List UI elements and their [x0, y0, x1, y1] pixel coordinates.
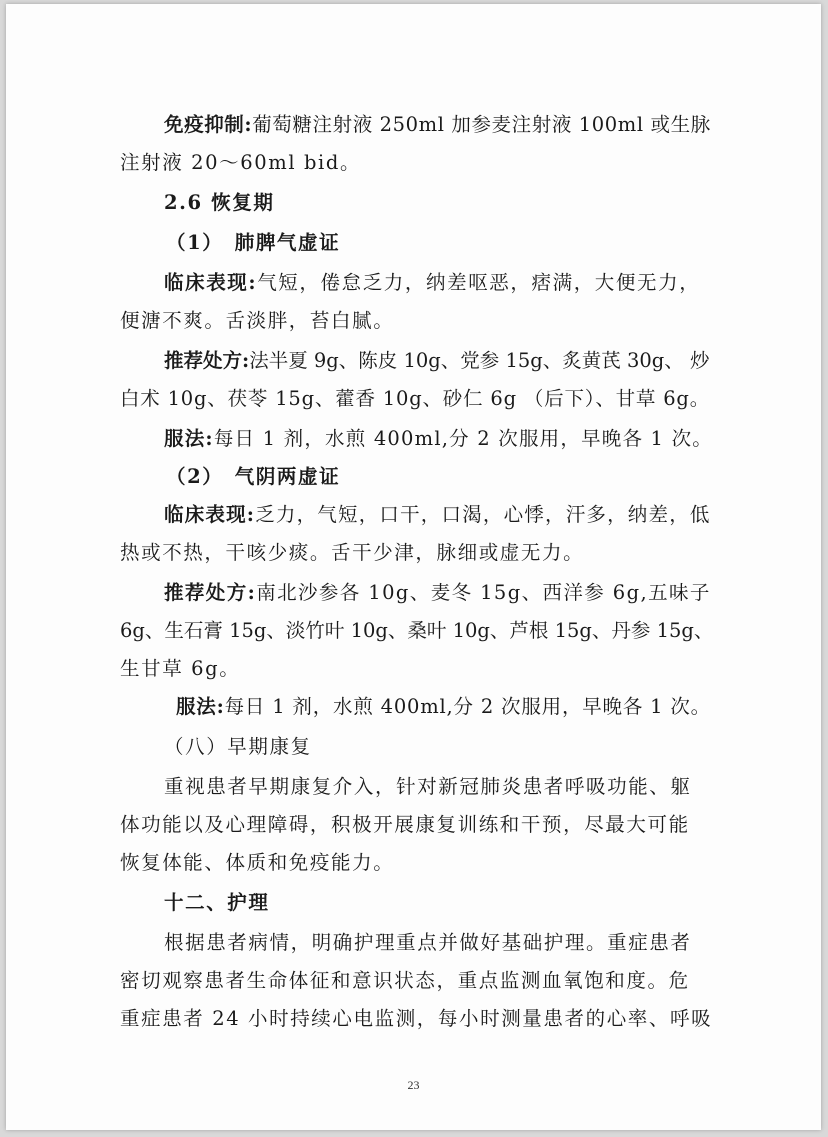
rehabilitation-paragraph-line1: 重视患者早期康复介入，针对新冠肺炎患者呼吸功能、躯: [164, 775, 692, 798]
nursing-paragraph-line2: 密切观察患者生命体征和意识状态，重点监测血氧饱和度。危: [120, 969, 690, 992]
nursing-paragraph-line1: 根据患者病情，明确护理重点并做好基础护理。重症患者: [164, 931, 692, 954]
clinical-manifestation-2-line1: [164, 502, 711, 528]
paragraph-immunosuppression-line1: [164, 112, 711, 138]
section-heading-recovery: 2.6 恢复期: [164, 191, 275, 214]
prescription-2-line2: 6g、生石膏 15g、淡竹叶 10g、桑叶 10g、芦根 15g、丹参 15g、: [120, 619, 714, 642]
clinical-manifestation-text: 乏力，气短，口干，口渴，心悸，汗多，纳差，低: [255, 503, 711, 526]
usage-2: [176, 694, 711, 720]
prescription-label: 推荐处方:: [164, 581, 257, 604]
usage-label: 服法:: [176, 695, 225, 718]
prescription-2-line1: [164, 580, 711, 606]
clinical-manifestation-1-line1: [164, 270, 700, 296]
prescription-1-line1: [164, 348, 709, 374]
clinical-manifestation-text: 气短，倦怠乏力，纳差呕恶，痞满，大便无力，: [257, 271, 701, 294]
clinical-manifestation-1-line2: 便溏不爽。舌淡胖，苔白腻。: [120, 309, 395, 332]
clinical-manifestation-2-line2: 热或不热，干咳少痰。舌干少津，脉细或虚无力。: [120, 541, 585, 564]
subheading-qi-yin-deficiency: （2） 气阴两虚证: [166, 465, 341, 488]
prescription-text: 法半夏 9g、陈皮 10g、党参 15g、炙黄芪 30g、 炒: [249, 349, 710, 372]
prescription-2-line3: 生甘草 6g。: [120, 657, 241, 680]
usage-1: [164, 426, 713, 452]
prescription-label: 推荐处方:: [164, 349, 250, 372]
paragraph-immunosuppression-line2: 注射液 20～60ml bid。: [120, 151, 362, 174]
immunosuppression-text: 葡萄糖注射液 250ml 加参麦注射液 100ml 或生脉: [252, 113, 711, 136]
usage-text: 每日 1 剂，水煎 400ml,分 2 次服用，早晚各 1 次。: [213, 427, 713, 450]
nursing-paragraph-line3: 重症患者 24 小时持续心电监测，每小时测量患者的心率、呼吸: [120, 1007, 713, 1030]
immunosuppression-label: 免疫抑制:: [164, 113, 253, 136]
rehabilitation-paragraph-line3: 恢复体能、体质和免疫能力。: [120, 851, 395, 874]
page-number: 23: [407, 1078, 420, 1092]
usage-text: 每日 1 剂，水煎 400ml,分 2 次服用，早晚各 1 次。: [224, 695, 711, 718]
rehabilitation-paragraph-line2: 体功能以及心理障碍，积极开展康复训练和干预，尽最大可能: [120, 813, 690, 836]
subheading-lung-spleen-qi-deficiency: （1） 肺脾气虚证: [166, 231, 341, 254]
prescription-1-line2: 白术 10g、茯苓 15g、藿香 10g、砂仁 6g （后下）、甘草 6g。: [120, 387, 711, 410]
document-page: [6, 4, 821, 1130]
clinical-manifestation-label: 临床表现:: [164, 271, 258, 294]
section-heading-early-rehabilitation: （八）早期康复: [164, 735, 312, 758]
usage-label: 服法:: [164, 427, 214, 450]
clinical-manifestation-label: 临床表现:: [164, 503, 256, 526]
section-heading-nursing: 十二、护理: [164, 891, 270, 914]
prescription-text: 南北沙参各 10g、麦冬 15g、西洋参 6g,五味子: [256, 581, 711, 604]
